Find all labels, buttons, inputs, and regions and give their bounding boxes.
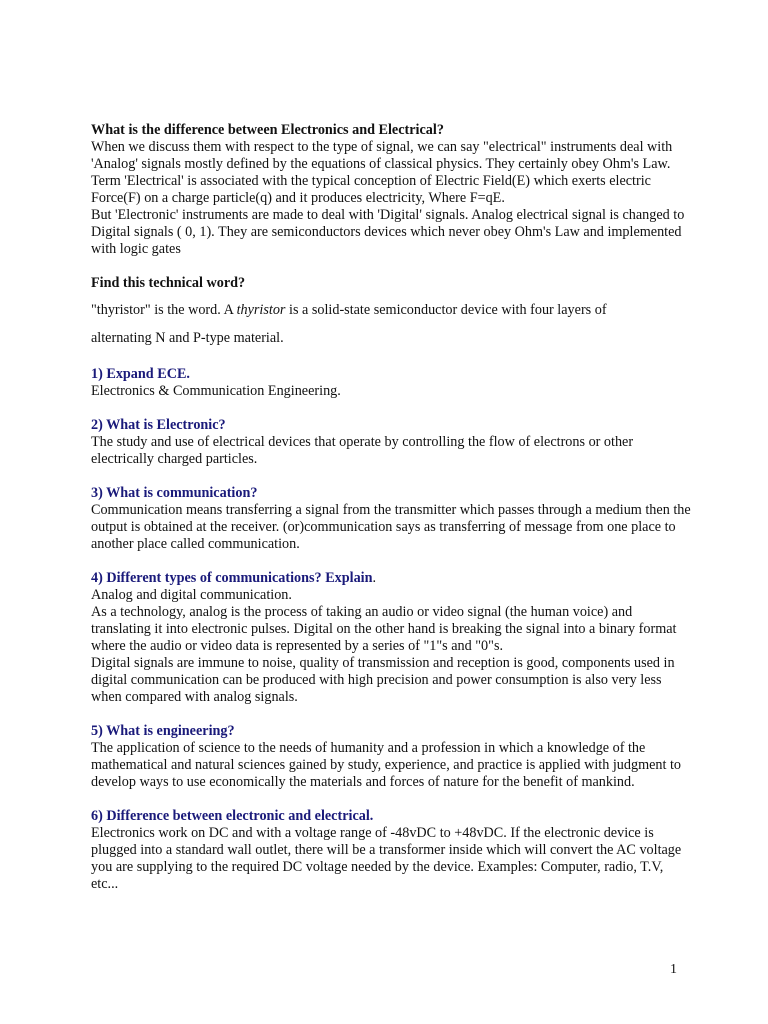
question-4	[91, 570, 691, 706]
technical-word-line-2: alternating N and P-type material.	[91, 330, 284, 346]
question-5-answer: The application of science to the needs of humanity and a profession in which a knowledge of the mathematical and natural sciences gained by study, experience, and practice is applied with judgment to develop ways to use economically the materials and forces of nature for the benefit of mankind.	[91, 740, 682, 790]
question-6-answer: Electronics work on DC and with a voltage range of -48vDC to +48vDC. If the electronic device is plugged into a standard wall outlet, there will be a transformer inside which will convert the AC voltage you are supplying to the required DC voltage needed by the device. Examples: Computer, radio, T.V, etc...	[91, 825, 682, 892]
question-4-heading-tail: .	[372, 570, 377, 586]
question-1	[91, 366, 691, 400]
question-4-answer-1: Analog and digital communication.	[91, 587, 292, 603]
question-5	[91, 723, 691, 791]
intro-section	[91, 122, 691, 258]
question-6-heading: 6) Difference between electronic and electrical.	[91, 808, 374, 824]
page-number: 1	[670, 962, 677, 977]
question-3-answer: Communication means transferring a signal from the transmitter which passes through a medium then the output is obtained at the receiver. (or)communication says as transferring of message from one place to another place called communication.	[91, 502, 691, 552]
question-3	[91, 485, 691, 553]
question-4-answer-3: Digital signals are immune to noise, quality of transmission and reception is good, components used in digital communication can be produced with high precision and power consumption is also very less when compared with analog signals.	[91, 655, 675, 705]
technical-word-line-1-end: is a solid-state semiconductor device with four layers of	[285, 302, 607, 318]
technical-word-line-1	[91, 296, 691, 324]
intro-heading: What is the difference between Electronics and Electrical?	[91, 122, 444, 138]
question-2	[91, 417, 691, 468]
technical-word-section	[91, 275, 691, 352]
intro-paragraph-2: But 'Electronic' instruments are made to deal with 'Digital' signals. Analog electrical signal is changed to Digital signals ( 0, 1). They are semiconductors devices which never obey Ohm's Law and implemented with logic gates	[91, 207, 685, 257]
question-2-answer: The study and use of electrical devices that operate by controlling the flow of electrons or other electrically charged particles.	[91, 434, 634, 467]
question-1-heading: 1) Expand ECE.	[91, 366, 190, 382]
document-body	[91, 122, 691, 893]
technical-word-heading: Find this technical word?	[91, 275, 246, 291]
question-4-heading-line	[91, 570, 691, 587]
question-4-answer-2: As a technology, analog is the process of taking an audio or video signal (the human voice) and translating it into electronic pulses. Digital on the other hand is breaking the signal into a binary format where the audio or video data is represented by a series of "1"s and "0"s.	[91, 604, 677, 654]
question-3-heading: 3) What is communication?	[91, 485, 258, 501]
question-1-answer: Electronics & Communication Engineering.	[91, 383, 341, 399]
question-4-heading: 4) Different types of communications? Explain	[91, 570, 373, 586]
intro-paragraph-1: When we discuss them with respect to the type of signal, we can say "electrical" instruments deal with 'Analog' signals mostly defined by the equations of classical physics. They certainly obey Ohm's Law. Term 'Electrical' is associated with the typical conception of Electric Field(E) which exerts electric Force(F) on a charge particle(q) and it produces electricity, Where F=qE.	[91, 139, 673, 206]
question-2-heading: 2) What is Electronic?	[91, 417, 226, 433]
question-6	[91, 808, 691, 893]
question-5-heading: 5) What is engineering?	[91, 723, 235, 739]
technical-word-line-1-start: "thyristor" is the word. A	[91, 302, 237, 318]
technical-word-emphasis: thyristor	[236, 302, 286, 318]
